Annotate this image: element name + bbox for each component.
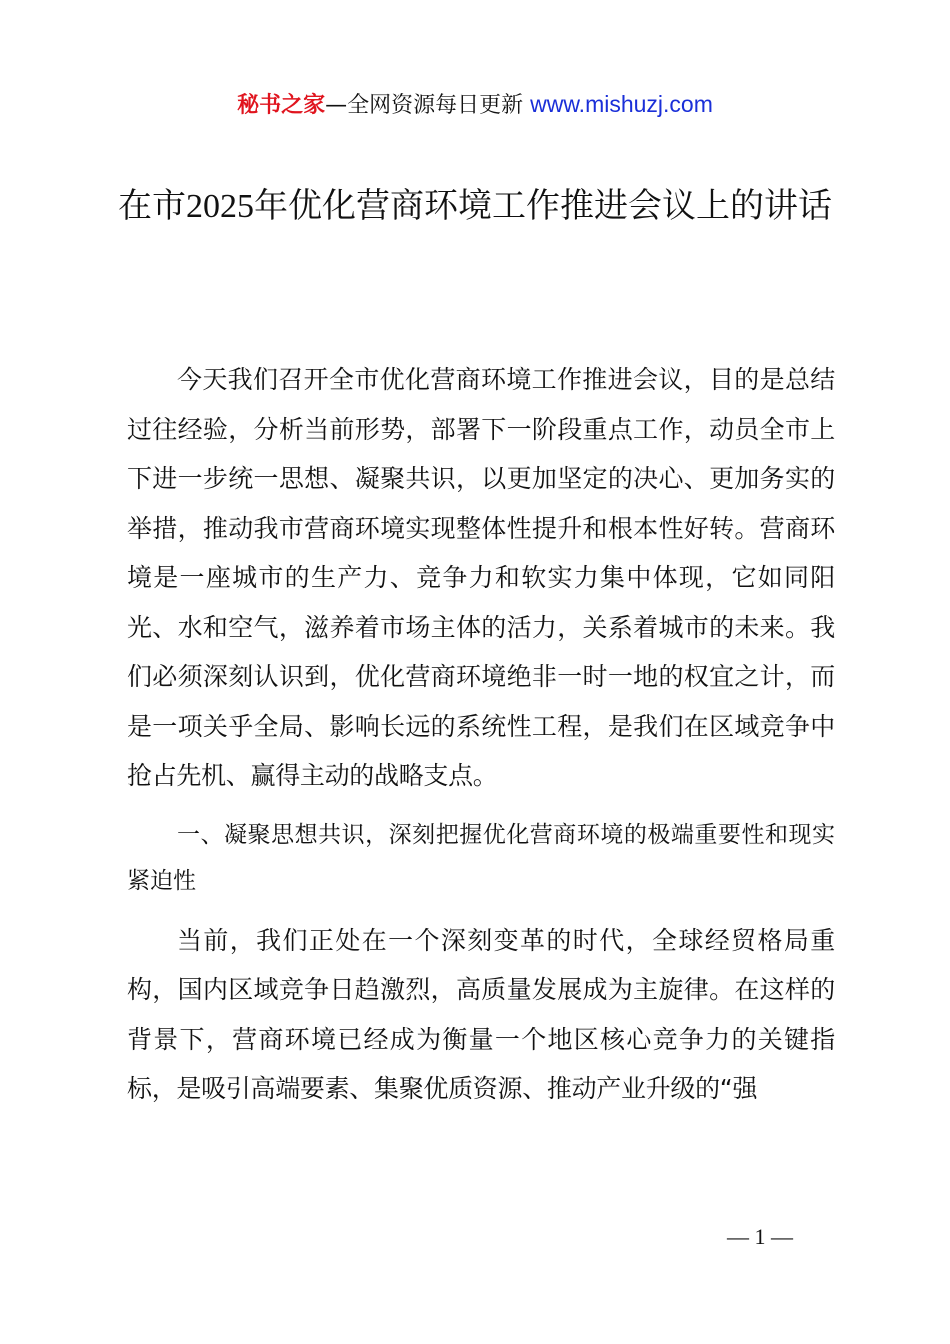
header-tagline: —全网资源每日更新: [325, 93, 531, 118]
body-paragraph-2: 当前，我们正处在一个深刻变革的时代，全球经贸格局重构，国内区域竞争日趋激烈，高质量发展成为主旋律。在这样的背景下，营商环境已经成为衡量一个地区核心竞争力的关键指标，是吸引高端要素、集聚优质资源、推动产业升级的“强: [127, 925, 835, 1103]
body-paragraph-1: 今天我们召开全市优化营商环境工作推进会议，目的是总结过往经验，分析当前形势，部署下一阶段重点工作，动员全市上下进一步统一思想、凝聚共识，以更加坚定的决心、更加务实的举措，推动我市营商环境实现整体性提升和根本性好转。营商环境是一座城市的生产力、竞争力和软实力集中体现，它如同阳光、水和空气，滋养着市场主体的活力，关系着城市的未来。我们必须深刻认识到，优化营商环境绝非一时一地的权宜之计，而是一项关乎全局、影响长远的系统性工程，是我们在区域竞争中抢占先机、赢得主动的战略支点。: [127, 365, 835, 790]
title-part-2: 年优化营商环境工作推进会议上的讲话: [254, 186, 832, 226]
page-number: — 1 —: [727, 1224, 793, 1249]
section-heading-1: 一、凝聚思想共识，深刻把握优化营商环境的极端重要性和现实紧迫性: [127, 821, 835, 894]
brand-name: 秘书之家: [237, 93, 326, 118]
document-title: [110, 182, 840, 231]
title-part-1: 在市: [118, 186, 186, 226]
site-header: [0, 88, 950, 122]
title-year: 2025: [186, 188, 254, 225]
site-url-link[interactable]: www.mishuzj.com: [530, 91, 713, 117]
document-body: [127, 355, 835, 1114]
